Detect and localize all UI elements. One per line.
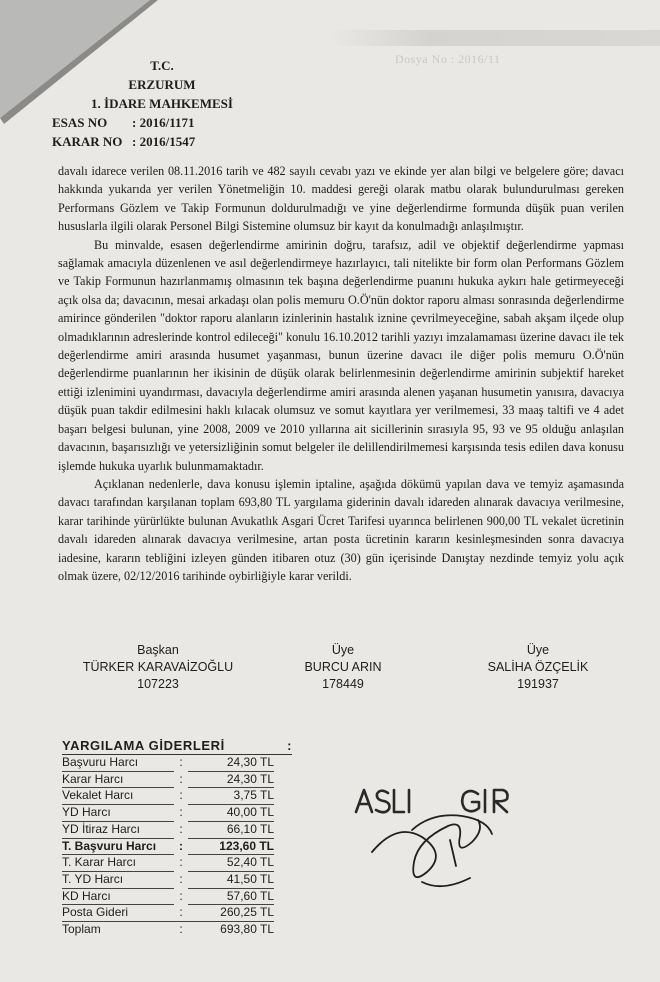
cost-row [62, 788, 274, 805]
header-court: 1. İDARE MAHKEMESİ [91, 96, 233, 111]
costs-title-row [62, 738, 292, 755]
cost-separator: : [179, 821, 183, 836]
costs-list [62, 755, 274, 938]
signature-role: Üye [331, 643, 355, 657]
cost-total-value: 693,80 TL [188, 922, 274, 938]
certified-copy-stamp [352, 782, 532, 902]
costs-table [62, 738, 292, 938]
faint-header-text: Dosya No : 2016/11 [395, 52, 501, 66]
cost-row [62, 905, 274, 922]
paragraph-3: Açıklanan nedenlerle, dava konusu işlemin iptaline, aşağıda dökümü yapılan dava ve temyiz aşamasında davacı tarafından karşılanan toplam 693,80 TL yargılama giderinin davalı idareden alınarak davacıya verilmesine, karar tarihinde yürürlükte bulunan Avukatlık Asgari Ücret Tarifesi uyarınca belirlenen 900,00 TL vekalet ücretinin davalı idareden alınarak davacıya verilmesine, artan posta ücretinin kararın kesinleşmesinden sonra davacıya iadesine, kararın tebliğini izleyen günden itibaren otuz (30) gün içerisinde Danıştay nezdinde temyiz yolu açık olmak üzere, 02/12/2016 tarihinde oybirliğiyle karar verildi. [58, 476, 624, 583]
cost-total-label: Toplam [62, 922, 174, 938]
costs-title-colon: : [287, 738, 292, 753]
cost-value: 57,60 TL [188, 888, 274, 905]
cost-separator: : [179, 805, 183, 820]
cost-value: 123,60 TL [188, 838, 274, 855]
cost-value: 52,40 TL [188, 855, 274, 872]
cost-row [62, 888, 274, 905]
cost-value: 66,10 TL [188, 821, 274, 838]
cost-total-row [62, 922, 274, 938]
signature-name: TÜRKER KARAVAİZOĞLU [82, 660, 234, 674]
signature-role: Başkan [137, 643, 179, 657]
cost-label: Vekalet Harcı [62, 788, 174, 805]
cost-row [62, 805, 274, 822]
signature-number: 178449 [322, 677, 364, 691]
karar-value: : 2016/1547 [132, 134, 196, 149]
cost-row [62, 855, 274, 872]
signature-member-1 [273, 642, 413, 693]
cost-value: 3,75 TL [188, 788, 274, 805]
cost-separator: : [179, 755, 183, 770]
esas-value: : 2016/1171 [132, 115, 195, 130]
cost-label: Karar Harcı [62, 771, 174, 788]
cost-label: YD Harcı [62, 805, 174, 822]
signature-role: Üye [526, 643, 550, 657]
cost-row [62, 821, 274, 838]
cost-value: 24,30 TL [188, 755, 274, 771]
cost-label: Başvuru Harcı [62, 755, 174, 771]
cost-separator: : [179, 838, 183, 853]
costs-title: YARGILAMA GİDERLERİ [62, 738, 225, 753]
cost-separator: : [179, 871, 183, 886]
cost-value: 40,00 TL [188, 805, 274, 822]
decision-body [58, 162, 624, 585]
signature-number: 107223 [137, 677, 179, 691]
paragraph-2: Bu minvalde, esasen değerlendirme amirinin doğru, tarafsız, adil ve objektif değerlendirme yapması sağlamak amacıyla düzenlenen ve asıl değerlendirmeye hazırlayıcı, tali nitelikte bir form olan Performans Gözlem ve Takip Formunun hazırlanmamış olmasının tek başına değerlendirme puanını hukuka aykırı hale getirmeyeceği açık olsa da; davacının, mesai arkadaşı olan polis memuru O.Ö'nün doktor raporu alması sonrasında değerlendirme amirince gönderilen "doktor raporu alanların izinlerinin hastalık iznine çevrilmeyeceğine, sabah akşam ilçede olup olmadıklarının adreslerinde kontrol edileceği" konulu 16.10.2012 tarihli yazıyı imzalamaması üzerine davacı ile tek değerlendirme amiri arasında husumet yaşanması, bunun üzerine davacı ile diğer polis memuru O.Ö'nün değerlendirme puanlarının her ikisinin de düşük olarak belirlenmesinin değerlendirme amirinin subjektif hareket ettiği izlenimini uyandırması, davacıyla değerlendirme amiri arasında alenen yaşanan husumetin yanısıra, davacıya düşük puan takdir edilmesini haklı kılacak olumsuz ve somut kayıtlara yer verilmemesi, 33 maaş taltifi ve 4 adet başarı belgesi bulunan, yine 2008, 2009 ve 2010 yıllarına ait sicillerinin sırasıyla 95, 93 ve 95 olduğu anlaşılan davacının, başarısızlığı ve yetersizliğinin somut belgeler ile delillendirilmemesi karşısında tesis edilen dava konusu işlemde hukuka uyarlık bulunmamaktadır. [58, 237, 624, 473]
header-tc: T.C. [150, 58, 174, 73]
cost-row [62, 771, 274, 788]
cost-label: YD İtiraz Harcı [62, 821, 174, 838]
cost-row [62, 755, 274, 771]
header-esas-row [52, 113, 272, 132]
karar-label: KARAR NO [52, 134, 123, 149]
paragraph-1: davalı idarece verilen 08.11.2016 tarih ve 482 sayılı cevabı yazı ve ekinde yer alan bilgi ve belgelere göre; davacı hakkında yukarıda yer verilen Yönetmeliğin 10. maddesi gereği olarak matbu olarak bulundurulması gereken Performans Gözlem ve Takip Formunun doldurulmadığı ve yine değerlendirme formunda düşük puan verilen hususlarla ilgili olarak Personel Bilgi Sistemine olumsuz bir kayıt da konulmadığı anlaşılmıştır. [58, 164, 624, 234]
cost-label: T. Başvuru Harcı [62, 838, 174, 855]
signature-name: BURCU ARIN [304, 660, 382, 674]
cost-separator: : [174, 922, 188, 938]
signature-member-2 [453, 642, 623, 693]
cost-separator: : [179, 771, 183, 786]
header-city: ERZURUM [128, 77, 196, 92]
handwritten-signature [372, 815, 492, 886]
cost-separator: : [179, 855, 183, 870]
cost-separator: : [179, 788, 183, 803]
cost-label: T. YD Harcı [62, 871, 174, 888]
cost-value: 24,30 TL [188, 771, 274, 788]
stamp-lettering [356, 790, 508, 812]
signature-chair [58, 642, 258, 693]
cost-separator: : [179, 888, 183, 903]
cost-value: 41,50 TL [188, 871, 274, 888]
cost-separator: : [179, 905, 183, 920]
header-karar-row [52, 132, 272, 151]
cost-row [62, 871, 274, 888]
cost-value: 260,25 TL [188, 905, 274, 922]
court-header [52, 56, 272, 151]
cost-label: T. Karar Harcı [62, 855, 174, 872]
cost-label: Posta Gideri [62, 905, 174, 922]
signature-name: SALİHA ÖZÇELİK [487, 660, 589, 674]
esas-label: ESAS NO [52, 115, 108, 130]
cost-label: KD Harcı [62, 888, 174, 905]
cost-row [62, 838, 274, 855]
signature-number: 191937 [517, 677, 559, 691]
